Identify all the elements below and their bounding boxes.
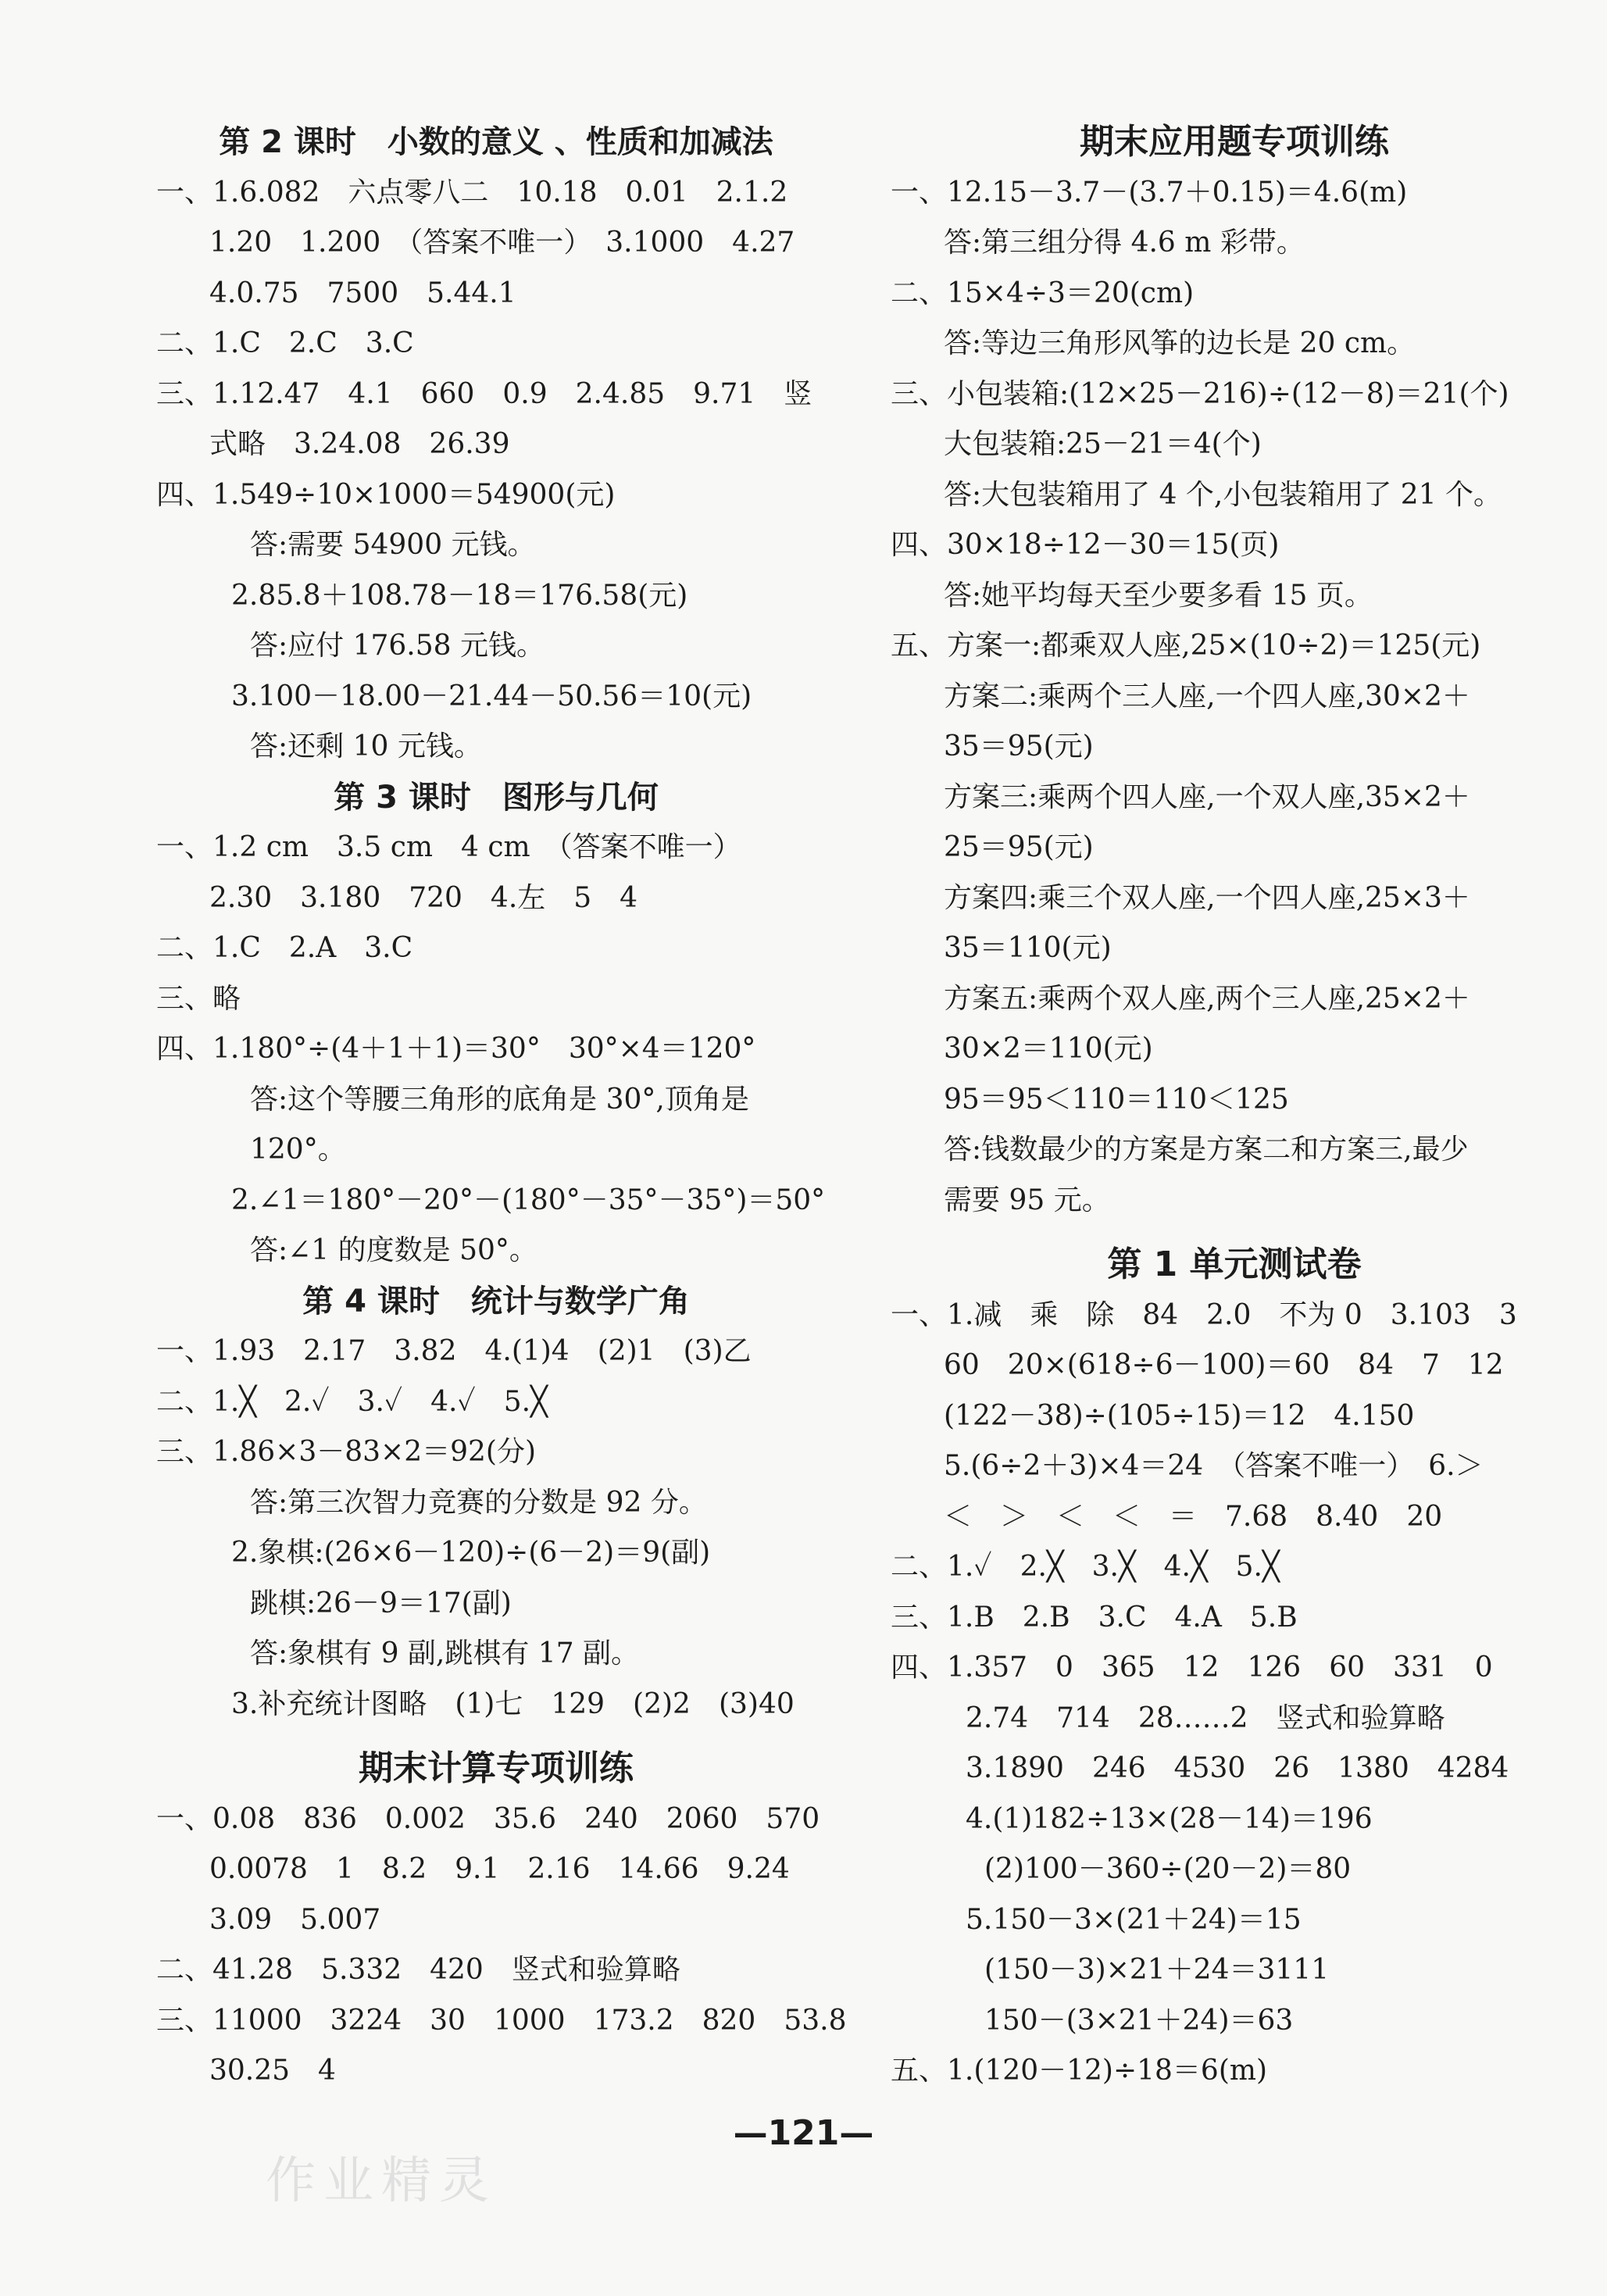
answer-line: 一、1.6.082 六点零八二 10.18 0.01 2.1.2 (156, 176, 788, 209)
answer-line: ＜ ＞ ＜ ＜ ＝ 7.68 8.40 20 (944, 1500, 1443, 1533)
svg-text:作业精灵: 作业精灵 (266, 2152, 497, 2210)
answer-line: 2.85.8＋108.78－18＝176.58(元) (231, 579, 688, 612)
answer-line: 二、1.✓ 2.╳ 3.╳ 4.╳ 5.╳ (891, 1551, 1280, 1583)
answer-line: 2.象棋:(26×6－120)÷(6－2)＝9(副) (231, 1537, 711, 1569)
answer-line: 3.100－18.00－21.44－50.56＝10(元) (231, 680, 752, 712)
answer-line: 方案五:乘两个双人座,两个三人座,25×2＋ (944, 982, 1470, 1015)
answer-line: 答:应付 176.58 元钱。 (250, 630, 545, 662)
answer-line: 四、1.549÷10×1000＝54900(元) (156, 478, 616, 511)
answer-line: 式略 3.24.08 26.39 (209, 428, 510, 460)
answer-line: 大包装箱:25－21＝4(个) (944, 428, 1262, 460)
answer-line: 需要 95 元。 (944, 1184, 1110, 1216)
answer-line: 35＝95(元) (944, 730, 1094, 762)
answer-line: 0.0078 1 8.2 9.1 2.16 14.66 9.24 (209, 1853, 790, 1885)
answer-line: 四、1.357 0 365 12 126 60 331 0 (891, 1651, 1493, 1684)
answer-line: 方案二:乘两个三人座,一个四人座,30×2＋ (944, 680, 1470, 712)
answer-line: 二、1.╳ 2.✓ 3.✓ 4.✓ 5.╳ (156, 1385, 548, 1418)
answer-line: 一、1.减 乘 除 84 2.0 不为 0 3.103 3 (891, 1298, 1517, 1331)
answer-line: 25＝95(元) (944, 831, 1094, 863)
answer-line: 5.150－3×(21＋24)＝15 (966, 1903, 1302, 1936)
section-heading: 期末应用题专项训练 (1080, 122, 1389, 162)
answer-line: 95＝95＜110＝110＜125 (944, 1083, 1289, 1116)
answer-line: 答:还剩 10 元钱。 (250, 730, 482, 762)
answer-line: (150－3)×21＋24＝3111 (984, 1954, 1330, 1986)
answer-line: 3.1890 246 4530 26 1380 4284 (966, 1752, 1509, 1784)
answer-line: 方案三:乘两个四人座,一个双人座,35×2＋ (944, 780, 1470, 813)
answer-line: 2.74 714 28……2 竖式和验算略 (966, 1701, 1445, 1734)
answer-line: 跳棋:26－9＝17(副) (250, 1587, 512, 1619)
section-heading: 第 1 单元测试卷 (1107, 1244, 1362, 1284)
answer-line: 二、1.C 2.A 3.C (156, 932, 413, 964)
answer-line: 五、方案一:都乘双人座,25×(10÷2)＝125(元) (891, 630, 1481, 662)
answer-line: (2)100－360÷(20－2)＝80 (984, 1853, 1352, 1885)
section-gap (156, 1730, 836, 1744)
answer-line: 三、1.86×3－83×2＝92(分) (156, 1436, 537, 1468)
answer-line: 150－(3×21＋24)＝63 (984, 2004, 1294, 2037)
section-heading: 第 3 课时 图形与几何 (334, 779, 659, 816)
answer-line: 答:第三组分得 4.6 m 彩带。 (944, 227, 1305, 259)
answer-line: 答:等边三角形风筝的边长是 20 cm。 (944, 327, 1416, 359)
answer-line: 答:大包装箱用了 4 个,小包装箱用了 21 个。 (944, 478, 1502, 511)
answer-line: 5.(6÷2＋3)×4＝24 （答案不唯一） 6.＞ (944, 1450, 1484, 1482)
answer-line: 二、1.C 2.C 3.C (156, 327, 414, 359)
answer-line: 答:需要 54900 元钱。 (250, 529, 536, 561)
answer-line: 一、1.2 cm 3.5 cm 4 cm （答案不唯一） (156, 831, 741, 863)
answer-line: 60 20×(618÷6－100)＝60 84 7 12 (944, 1349, 1504, 1381)
answer-line: 2.∠1＝180°－20°－(180°－35°－35°)＝50° (231, 1184, 826, 1216)
answer-line: 4.0.75 7500 5.44.1 (209, 277, 516, 309)
answer-line: 30.25 4 (209, 2055, 336, 2087)
answer-line: 四、30×18÷12－30＝15(页) (891, 529, 1280, 561)
answer-line: 方案四:乘三个双人座,一个四人座,25×3＋ (944, 881, 1470, 914)
answer-line: 一、12.15－3.7－(3.7＋0.15)＝4.6(m) (891, 176, 1408, 209)
answer-line: 三、1.B 2.B 3.C 4.A 5.B (891, 1601, 1298, 1634)
watermark-logo (266, 2144, 523, 2226)
answer-line: 3.09 5.007 (209, 1903, 381, 1936)
answer-line: 3.补充统计图略 (1)七 129 (2)2 (3)40 (231, 1687, 795, 1720)
section-heading: 期末计算专项训练 (359, 1748, 634, 1788)
answer-line: 35＝110(元) (944, 932, 1112, 964)
watermark-graphic (266, 2144, 523, 2215)
answer-line: 30×2＝110(元) (944, 1033, 1153, 1065)
answer-line: 三、略 (156, 982, 241, 1015)
answer-line: 答:第三次智力竞赛的分数是 92 分。 (250, 1486, 707, 1519)
left-column (156, 117, 847, 2097)
right-column (891, 117, 1578, 2097)
answer-line: 一、1.93 2.17 3.82 4.(1)4 (2)1 (3)乙 (156, 1335, 752, 1367)
answer-line: 二、15×4÷3＝20(cm) (891, 277, 1195, 309)
answer-line: (122－38)÷(105÷15)＝12 4.150 (944, 1399, 1415, 1432)
answer-line: 4.(1)182÷13×(28－14)＝196 (966, 1802, 1373, 1835)
section-heading: 第 2 课时 小数的意义 、性质和加减法 (219, 124, 773, 160)
answer-line: 四、1.180°÷(4＋1＋1)＝30° 30°×4＝120° (156, 1033, 756, 1065)
answer-line: 五、1.(120－12)÷18＝6(m) (891, 2055, 1268, 2087)
answer-line: 1.20 1.200 （答案不唯一） 3.1000 4.27 (209, 227, 795, 259)
answer-line: 二、41.28 5.332 420 竖式和验算略 (156, 1954, 680, 1986)
answer-line: 2.30 3.180 720 4.左 5 4 (209, 881, 638, 914)
section-gap (891, 1226, 1578, 1240)
answer-line: 三、小包装箱:(12×25－216)÷(12－8)＝21(个) (891, 377, 1509, 410)
section-heading: 第 4 课时 统计与数学广角 (302, 1283, 690, 1319)
page-number: —121— (733, 2113, 874, 2153)
answer-line: 120°。 (250, 1134, 346, 1166)
answer-line: 答:钱数最少的方案是方案二和方案三,最少 (944, 1134, 1469, 1166)
answer-line: 答:她平均每天至少要多看 15 页。 (944, 579, 1373, 612)
answer-line: 答:∠1 的度数是 50°。 (250, 1234, 537, 1266)
answer-line: 答:这个等腰三角形的底角是 30°,顶角是 (250, 1083, 749, 1116)
answer-line: 三、11000 3224 30 1000 173.2 820 53.8 (156, 2004, 847, 2037)
answer-line: 三、1.12.47 4.1 660 0.9 2.4.85 9.71 竖 (156, 377, 812, 410)
answer-line: 一、0.08 836 0.002 35.6 240 2060 570 (156, 1802, 820, 1835)
answer-line: 答:象棋有 9 副,跳棋有 17 副。 (250, 1637, 640, 1669)
